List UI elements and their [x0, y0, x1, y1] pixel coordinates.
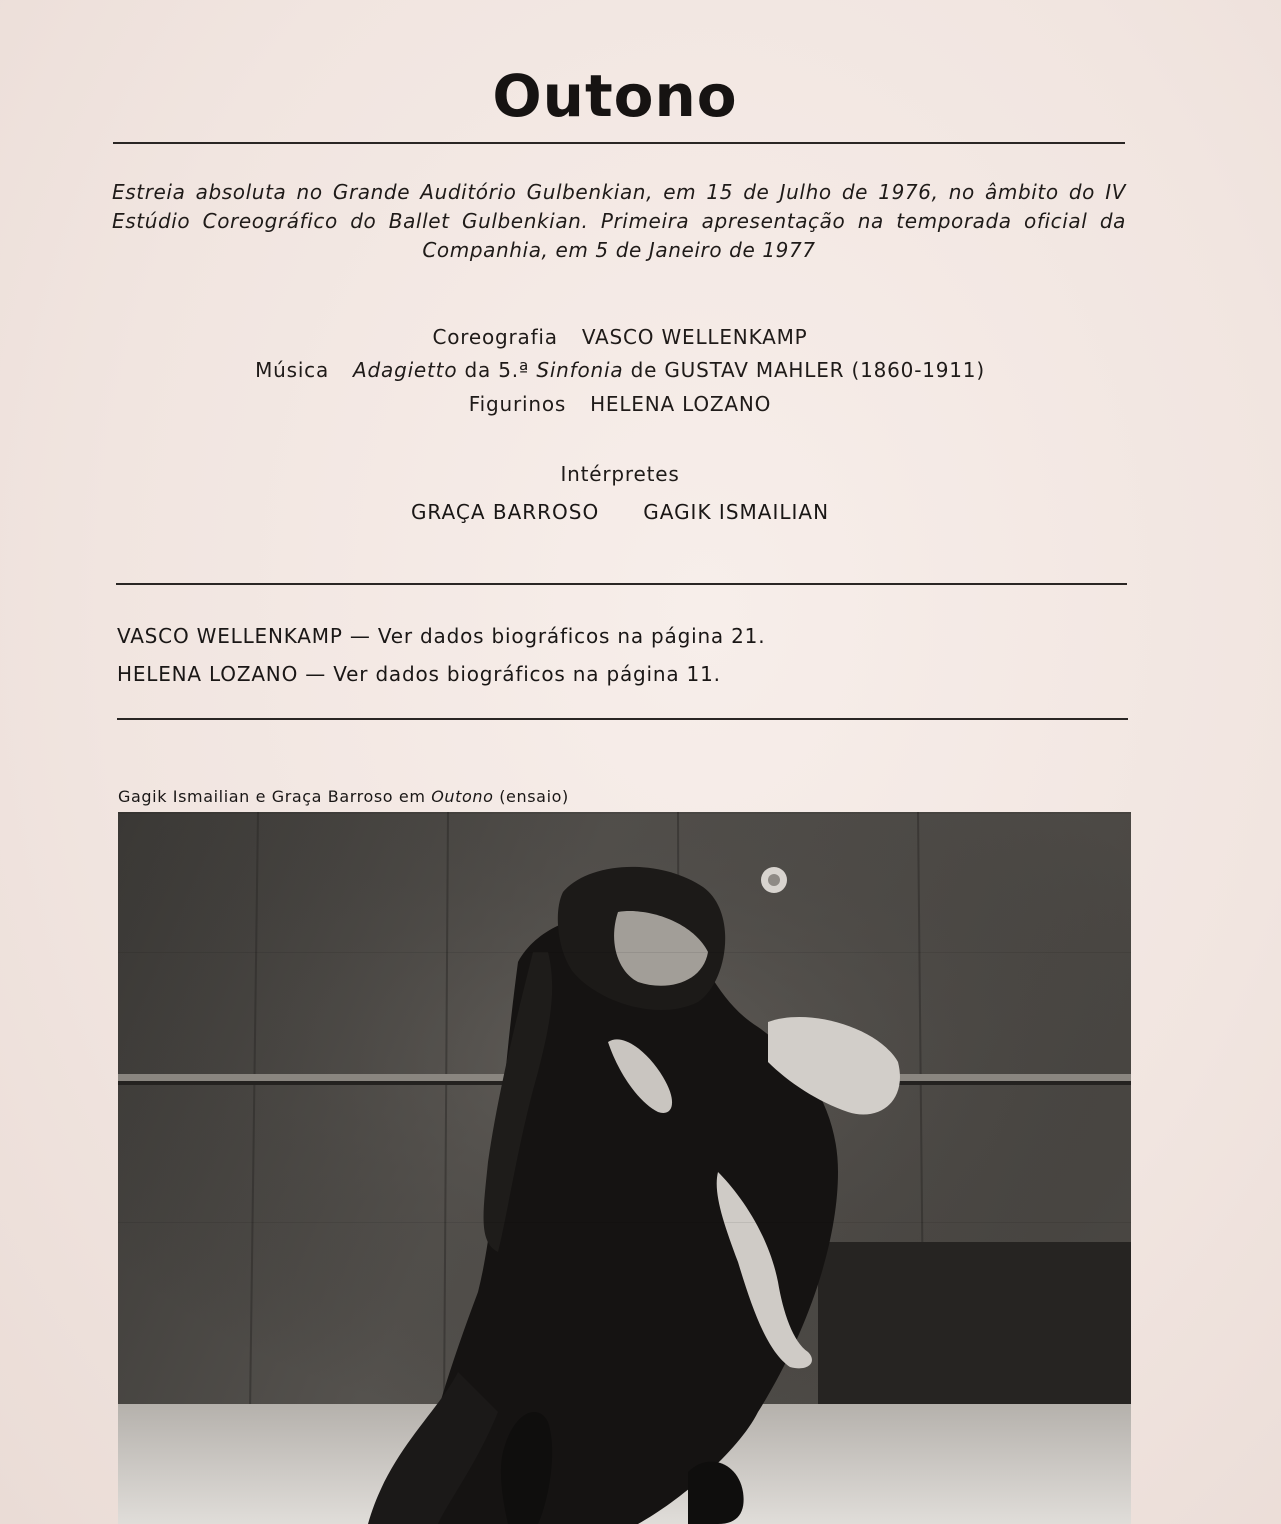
performers-list [0, 500, 1240, 524]
music-work-sinfonia: Sinfonia [536, 358, 624, 382]
bios-rule [117, 718, 1128, 720]
choreography-value: VASCO WELLENKAMP [581, 325, 808, 349]
music-label: Música [255, 358, 330, 382]
music-connector-1: da 5.ª [464, 358, 530, 382]
performer-name: GAGIK ISMAILIAN [643, 500, 830, 524]
rehearsal-photo-image [118, 812, 1131, 1524]
credit-music [0, 358, 1240, 382]
performers-label: Intérpretes [560, 462, 680, 486]
page-title: Outono [492, 62, 738, 130]
costumes-label: Figurinos [468, 392, 567, 416]
costumes-value: HELENA LOZANO [590, 392, 772, 416]
photo-caption [118, 787, 569, 806]
rehearsal-photo [118, 812, 1131, 1524]
credit-choreography [0, 325, 1240, 349]
music-work-adagietto: Adagietto [353, 358, 458, 382]
premiere-note: Estreia absoluta no Grande Auditório Gulbenkian, em 15 de Julho de 1976, no âmbito do IV Estúdio Coreográfico do Ballet Gulbenkian. Primeira apresentação na temporada oficial da Companhia, em 5 de Janeiro de 1977 [112, 180, 1126, 262]
credits-rule [116, 583, 1127, 585]
caption-work: Outono [431, 787, 494, 806]
caption-text: Gagik Ismailian e Graça Barroso em [118, 787, 426, 806]
caption-note: (ensaio) [499, 787, 569, 806]
bio-note: VASCO WELLENKAMP — Ver dados biográficos na página 21. [117, 624, 766, 648]
performer-name: GRAÇA BARROSO [410, 500, 600, 524]
title-rule [113, 142, 1125, 144]
music-connector-2: de GUSTAV MAHLER (1860-1911) [630, 358, 985, 382]
credit-costumes [0, 392, 1240, 416]
bio-note: HELENA LOZANO — Ver dados biográficos na página 11. [117, 662, 721, 686]
choreography-label: Coreografia [432, 325, 558, 349]
